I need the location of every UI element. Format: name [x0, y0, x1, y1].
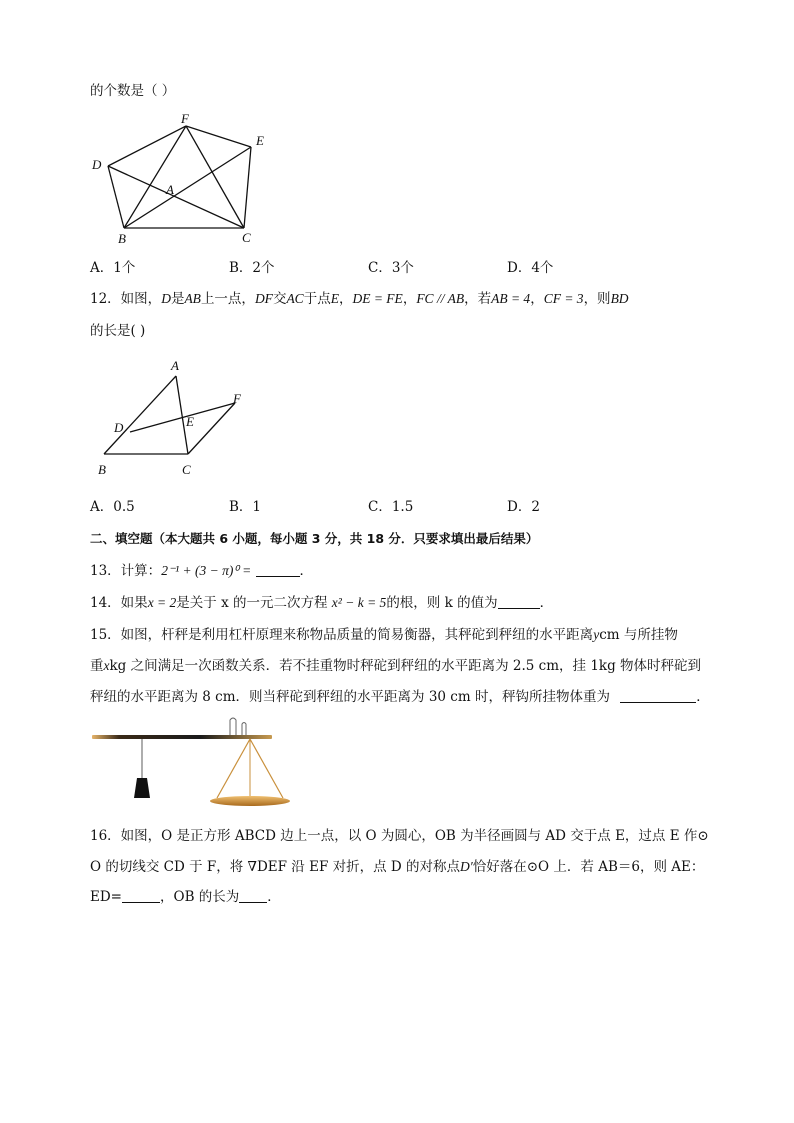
q11-stem-end: 的个数是（ ）: [90, 83, 176, 99]
q12-option-c: C．1.5: [368, 499, 414, 515]
q11-option-d: D．4个: [507, 260, 554, 276]
q12-option-b: B．1: [229, 499, 262, 515]
q16-answer-blank-2[interactable]: [239, 888, 267, 903]
steelyard-figure: [90, 716, 310, 811]
q11-label-e: E: [256, 133, 264, 148]
q11-option-c: C．3个: [368, 260, 414, 276]
section-title: 二、填空题（本大题共 6 小题，每小题 3 分，共 18 分．只要求填出最后结果）: [90, 531, 539, 546]
steelyard-beam: [92, 735, 272, 739]
q16-line2: O 的切线交 CD 于 F，将 ∇DEF 沿 EF 对折，点 D 的对称点D′恰好落在⊙O 上．若 AB＝6，则 AE：: [90, 859, 705, 875]
q15-line1: 15．如图，杆秤是利用杠杆原理来称物品质量的简易衡器，其秤砣到秤纽的水平距离ycm 与所挂物: [90, 627, 678, 643]
scale-pan: [210, 796, 290, 806]
q12-option-d: D．2: [507, 499, 540, 515]
q12-stem-line2: 的长是( ): [90, 323, 146, 339]
q12-label-c: C: [182, 462, 191, 477]
q11-option-b: B．2个: [229, 260, 275, 276]
q11-label-d: D: [92, 157, 102, 172]
q12-figure: [92, 356, 262, 486]
q12-label-a: A: [171, 358, 179, 373]
q11-label-a: A: [166, 182, 174, 197]
q12-label-e: E: [186, 414, 194, 429]
q11-label-f: F: [181, 111, 189, 126]
q13: 13．计算：2⁻¹ + (3 − π)⁰ = ．: [90, 563, 314, 579]
q13-answer-blank[interactable]: [256, 562, 300, 577]
q11-label-c: C: [242, 230, 251, 245]
q12-label-f: F: [233, 391, 241, 406]
q12-label-b: B: [98, 462, 106, 477]
q15-line3: 秤纽的水平距离为 8 cm．则当秤砣到秤纽的水平距离为 30 cm 时，秤钩所挂物体重为 ．: [90, 689, 710, 705]
q11-option-a: A．1个: [90, 260, 136, 276]
q11-label-b: B: [118, 231, 126, 246]
q14: 14．如果x = 2是关于 x 的一元二次方程 x² − k = 5的根，则 k 的值为 ．: [90, 595, 554, 611]
q16-line1: 16．如图，O 是正方形 ABCD 边上一点，以 O 为圆心，OB 为半径画圆与 AD 交于点 E，过点 E 作⊙: [90, 828, 709, 844]
q15-answer-blank[interactable]: [620, 688, 696, 703]
counterweight-icon: [134, 778, 150, 798]
q12-label-d: D: [114, 420, 124, 435]
q14-answer-blank[interactable]: [498, 594, 540, 609]
q15-line2: 重xkg 之间满足一次函数关系．若不挂重物时秤砣到秤纽的水平距离为 2.5 cm，挂 1kg 物体时秤砣到: [90, 658, 702, 674]
q16-line3: ED= ，OB 的长为 ．: [90, 889, 281, 905]
q12-stem-line1: 12．如图，D是AB上一点，DF交AC于点E，DE = FE，FC // AB，若AB = 4，CF = 3，则BD: [90, 291, 629, 307]
q16-answer-blank-1[interactable]: [122, 888, 160, 903]
q11-figure: [86, 110, 276, 250]
q12-option-a: A．0.5: [90, 499, 135, 515]
